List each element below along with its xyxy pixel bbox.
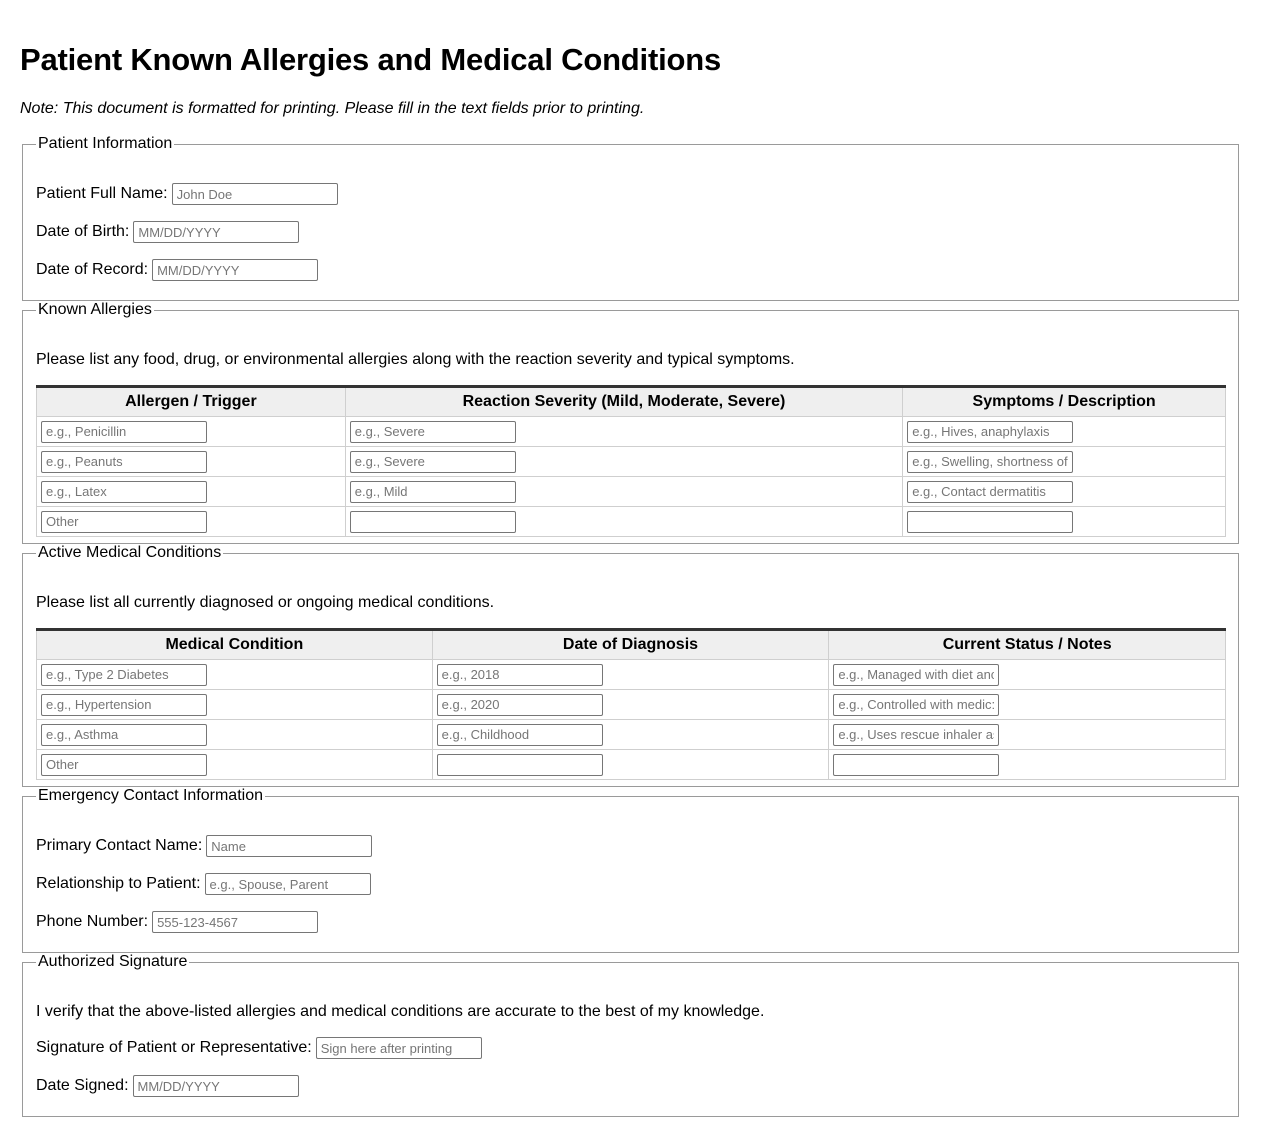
allergies-header-row xyxy=(37,387,1226,417)
severity-input[interactable] xyxy=(350,481,516,503)
table-cell xyxy=(829,750,1226,780)
date-signed-row xyxy=(36,1075,299,1097)
allergen-input[interactable] xyxy=(41,481,207,503)
conditions-table xyxy=(36,628,1226,780)
table-cell xyxy=(345,417,902,447)
table-cell xyxy=(37,690,433,720)
condition-input[interactable] xyxy=(41,694,207,716)
table-cell xyxy=(903,417,1226,447)
conditions-header-row xyxy=(37,630,1226,660)
patient-info-section xyxy=(22,135,1239,301)
diagnosis-date-input[interactable] xyxy=(437,694,603,716)
table-cell xyxy=(829,660,1226,690)
patient-name-label: Patient Full Name: xyxy=(36,185,168,202)
dob-label: Date of Birth: xyxy=(36,223,130,240)
emergency-contact-legend: Emergency Contact Information xyxy=(38,787,263,804)
status-input[interactable] xyxy=(833,724,999,746)
emergency-contact-section xyxy=(22,787,1239,953)
table-row xyxy=(37,720,1226,750)
condition-input[interactable] xyxy=(41,724,207,746)
status-input[interactable] xyxy=(833,664,999,686)
signature-legend: Authorized Signature xyxy=(38,953,188,970)
table-row xyxy=(37,750,1226,780)
symptoms-input[interactable] xyxy=(907,481,1073,503)
allergen-input[interactable] xyxy=(41,421,207,443)
table-row xyxy=(37,690,1226,720)
phone-input[interactable] xyxy=(152,911,318,933)
signature-row xyxy=(36,1037,482,1059)
table-row xyxy=(37,447,1226,477)
status-input[interactable] xyxy=(833,694,999,716)
patient-name-input[interactable] xyxy=(172,183,338,205)
allergies-section xyxy=(22,301,1239,544)
table-row xyxy=(37,507,1226,537)
table-cell xyxy=(432,690,829,720)
table-cell xyxy=(432,750,829,780)
signature-section xyxy=(22,953,1239,1117)
condition-header: Medical Condition xyxy=(37,630,433,660)
date-signed-label: Date Signed: xyxy=(36,1077,129,1094)
signature-input[interactable] xyxy=(316,1037,482,1059)
condition-input[interactable] xyxy=(41,754,207,776)
signature-label: Signature of Patient or Representative: xyxy=(36,1039,312,1056)
allergies-instruction: Please list any food, drug, or environmental allergies along with the reaction severity and typical symptoms. xyxy=(36,351,795,368)
table-cell xyxy=(37,507,346,537)
record-date-label: Date of Record: xyxy=(36,261,149,278)
date-signed-input[interactable] xyxy=(133,1075,299,1097)
relationship-input[interactable] xyxy=(205,873,371,895)
print-note: Note: This document is formatted for printing. Please fill in the text fields prior to printing. xyxy=(20,100,645,117)
phone-row xyxy=(36,911,318,933)
severity-input[interactable] xyxy=(350,421,516,443)
table-cell xyxy=(903,507,1226,537)
page-title: Patient Known Allergies and Medical Conditions xyxy=(20,42,721,77)
diagnosis-date-input[interactable] xyxy=(437,754,603,776)
contact-name-row xyxy=(36,835,372,857)
allergen-input[interactable] xyxy=(41,451,207,473)
phone-label: Phone Number: xyxy=(36,913,149,930)
table-row xyxy=(37,477,1226,507)
diagnosis-date-input[interactable] xyxy=(437,724,603,746)
table-cell xyxy=(345,447,902,477)
status-input[interactable] xyxy=(833,754,999,776)
dob-row xyxy=(36,221,299,243)
patient-name-row xyxy=(36,183,338,205)
condition-input[interactable] xyxy=(41,664,207,686)
table-cell xyxy=(903,477,1226,507)
table-cell xyxy=(37,660,433,690)
table-cell xyxy=(432,720,829,750)
conditions-section xyxy=(22,544,1239,787)
diagnosis-date-input[interactable] xyxy=(437,664,603,686)
table-cell xyxy=(37,417,346,447)
symptoms-input[interactable] xyxy=(907,511,1073,533)
table-row xyxy=(37,417,1226,447)
status-header: Current Status / Notes xyxy=(829,630,1226,660)
severity-input[interactable] xyxy=(350,451,516,473)
conditions-legend: Active Medical Conditions xyxy=(38,544,222,561)
severity-input[interactable] xyxy=(350,511,516,533)
conditions-instruction: Please list all currently diagnosed or ongoing medical conditions. xyxy=(36,594,495,611)
patient-info-legend: Patient Information xyxy=(38,135,173,152)
table-cell xyxy=(829,720,1226,750)
table-cell xyxy=(345,507,902,537)
symptoms-header: Symptoms / Description xyxy=(903,387,1226,417)
table-cell xyxy=(37,447,346,477)
severity-header: Reaction Severity (Mild, Moderate, Severe) xyxy=(345,387,902,417)
diagnosis-date-header: Date of Diagnosis xyxy=(432,630,829,660)
table-cell xyxy=(903,447,1226,477)
allergies-table xyxy=(36,385,1226,537)
table-cell xyxy=(37,477,346,507)
allergen-header: Allergen / Trigger xyxy=(37,387,346,417)
contact-name-label: Primary Contact Name: xyxy=(36,837,203,854)
contact-name-input[interactable] xyxy=(206,835,372,857)
table-cell xyxy=(37,750,433,780)
table-cell xyxy=(432,660,829,690)
table-cell xyxy=(37,720,433,750)
record-date-row xyxy=(36,259,318,281)
table-cell xyxy=(345,477,902,507)
relationship-row xyxy=(36,873,371,895)
dob-input[interactable] xyxy=(133,221,299,243)
allergen-input[interactable] xyxy=(41,511,207,533)
table-row xyxy=(37,660,1226,690)
table-cell xyxy=(829,690,1226,720)
relationship-label: Relationship to Patient: xyxy=(36,875,201,892)
symptoms-input[interactable] xyxy=(907,421,1073,443)
record-date-input[interactable] xyxy=(152,259,318,281)
verification-statement: I verify that the above-listed allergies and medical conditions are accurate to the best of my knowledge. xyxy=(36,1003,765,1020)
allergies-legend: Known Allergies xyxy=(38,301,152,318)
symptoms-input[interactable] xyxy=(907,451,1073,473)
